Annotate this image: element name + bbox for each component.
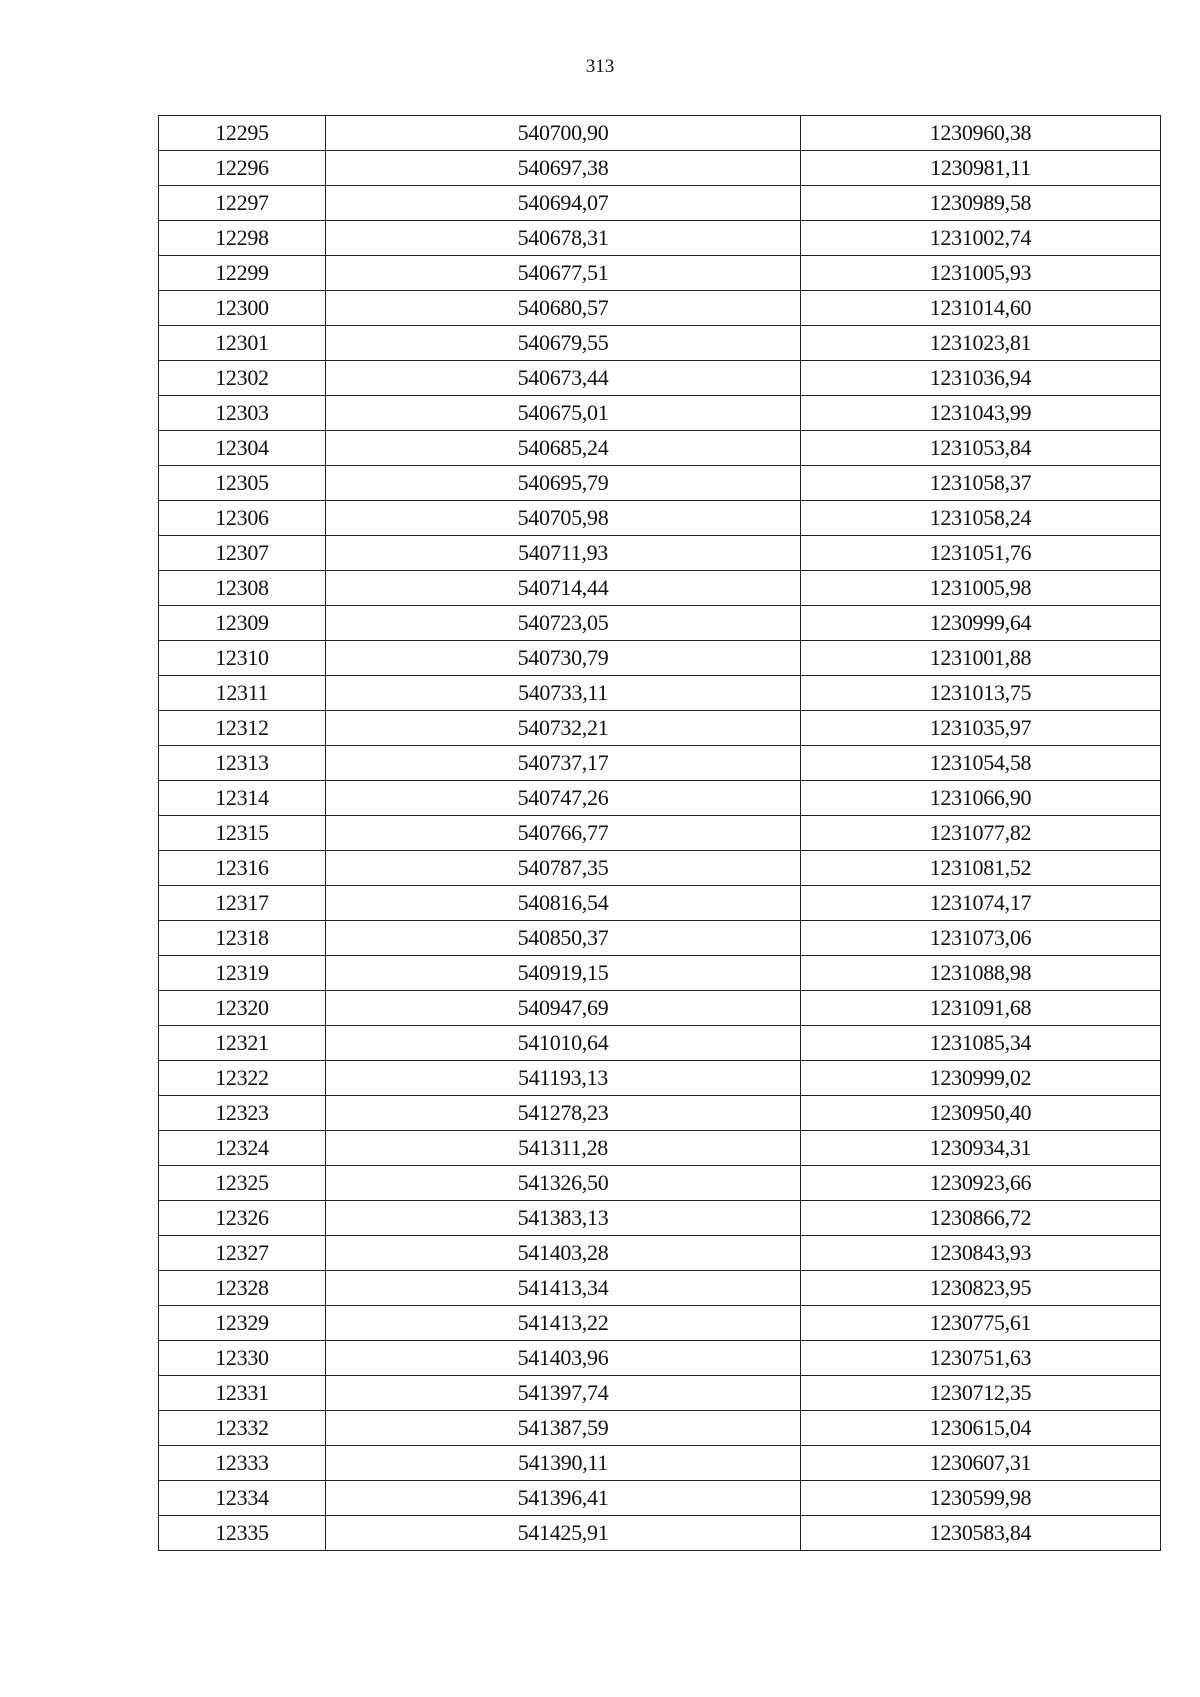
x-coordinate-cell: 540723,05 <box>326 606 801 641</box>
y-coordinate-cell: 1231023,81 <box>801 326 1161 361</box>
x-coordinate-cell: 540679,55 <box>326 326 801 361</box>
table-row <box>159 886 1161 921</box>
y-coordinate-cell: 1231073,06 <box>801 921 1161 956</box>
table-row <box>159 326 1161 361</box>
x-coordinate-cell: 540697,38 <box>326 151 801 186</box>
point-number-cell: 12322 <box>159 1061 326 1096</box>
y-coordinate-cell: 1231085,34 <box>801 1026 1161 1061</box>
table-row <box>159 1341 1161 1376</box>
y-coordinate-cell: 1231014,60 <box>801 291 1161 326</box>
x-coordinate-cell: 540673,44 <box>326 361 801 396</box>
table-row <box>159 1131 1161 1166</box>
y-coordinate-cell: 1231005,98 <box>801 571 1161 606</box>
y-coordinate-cell: 1230923,66 <box>801 1166 1161 1201</box>
table-row <box>159 186 1161 221</box>
point-number-cell: 12301 <box>159 326 326 361</box>
x-coordinate-cell: 540919,15 <box>326 956 801 991</box>
point-number-cell: 12319 <box>159 956 326 991</box>
x-coordinate-cell: 540816,54 <box>326 886 801 921</box>
point-number-cell: 12324 <box>159 1131 326 1166</box>
table-row <box>159 746 1161 781</box>
table-row <box>159 816 1161 851</box>
point-number-cell: 12305 <box>159 466 326 501</box>
x-coordinate-cell: 541278,23 <box>326 1096 801 1131</box>
point-number-cell: 12303 <box>159 396 326 431</box>
point-number-cell: 12321 <box>159 1026 326 1061</box>
x-coordinate-cell: 540711,93 <box>326 536 801 571</box>
point-number-cell: 12306 <box>159 501 326 536</box>
y-coordinate-cell: 1231002,74 <box>801 221 1161 256</box>
point-number-cell: 12316 <box>159 851 326 886</box>
point-number-cell: 12328 <box>159 1271 326 1306</box>
table-row <box>159 536 1161 571</box>
table-row <box>159 361 1161 396</box>
x-coordinate-cell: 541193,13 <box>326 1061 801 1096</box>
y-coordinate-cell: 1231081,52 <box>801 851 1161 886</box>
table-row <box>159 221 1161 256</box>
y-coordinate-cell: 1231005,93 <box>801 256 1161 291</box>
x-coordinate-cell: 540730,79 <box>326 641 801 676</box>
table-row <box>159 1516 1161 1551</box>
x-coordinate-cell: 541010,64 <box>326 1026 801 1061</box>
point-number-cell: 12309 <box>159 606 326 641</box>
table-row <box>159 1376 1161 1411</box>
y-coordinate-cell: 1230981,11 <box>801 151 1161 186</box>
y-coordinate-cell: 1230999,64 <box>801 606 1161 641</box>
point-number-cell: 12302 <box>159 361 326 396</box>
y-coordinate-cell: 1230775,61 <box>801 1306 1161 1341</box>
table-row <box>159 1166 1161 1201</box>
point-number-cell: 12333 <box>159 1446 326 1481</box>
table-row <box>159 956 1161 991</box>
x-coordinate-cell: 540700,90 <box>326 116 801 151</box>
y-coordinate-cell: 1231091,68 <box>801 991 1161 1026</box>
table-row <box>159 711 1161 746</box>
point-number-cell: 12331 <box>159 1376 326 1411</box>
point-number-cell: 12334 <box>159 1481 326 1516</box>
table-row <box>159 431 1161 466</box>
table-row <box>159 571 1161 606</box>
point-number-cell: 12330 <box>159 1341 326 1376</box>
table-row <box>159 991 1161 1026</box>
y-coordinate-cell: 1230934,31 <box>801 1131 1161 1166</box>
point-number-cell: 12329 <box>159 1306 326 1341</box>
x-coordinate-cell: 541396,41 <box>326 1481 801 1516</box>
y-coordinate-cell: 1231001,88 <box>801 641 1161 676</box>
coordinates-table <box>158 115 1161 1551</box>
x-coordinate-cell: 541403,96 <box>326 1341 801 1376</box>
y-coordinate-cell: 1230599,98 <box>801 1481 1161 1516</box>
y-coordinate-cell: 1230950,40 <box>801 1096 1161 1131</box>
y-coordinate-cell: 1230615,04 <box>801 1411 1161 1446</box>
y-coordinate-cell: 1230712,35 <box>801 1376 1161 1411</box>
y-coordinate-cell: 1231088,98 <box>801 956 1161 991</box>
x-coordinate-cell: 541403,28 <box>326 1236 801 1271</box>
x-coordinate-cell: 540850,37 <box>326 921 801 956</box>
table-row <box>159 291 1161 326</box>
x-coordinate-cell: 540685,24 <box>326 431 801 466</box>
point-number-cell: 12325 <box>159 1166 326 1201</box>
y-coordinate-cell: 1230866,72 <box>801 1201 1161 1236</box>
x-coordinate-cell: 540947,69 <box>326 991 801 1026</box>
point-number-cell: 12310 <box>159 641 326 676</box>
y-coordinate-cell: 1231058,37 <box>801 466 1161 501</box>
point-number-cell: 12313 <box>159 746 326 781</box>
y-coordinate-cell: 1230583,84 <box>801 1516 1161 1551</box>
table-row <box>159 1201 1161 1236</box>
y-coordinate-cell: 1231066,90 <box>801 781 1161 816</box>
x-coordinate-cell: 541397,74 <box>326 1376 801 1411</box>
x-coordinate-cell: 540714,44 <box>326 571 801 606</box>
x-coordinate-cell: 541413,34 <box>326 1271 801 1306</box>
point-number-cell: 12296 <box>159 151 326 186</box>
table-row <box>159 1061 1161 1096</box>
point-number-cell: 12326 <box>159 1201 326 1236</box>
table-row <box>159 116 1161 151</box>
x-coordinate-cell: 541413,22 <box>326 1306 801 1341</box>
point-number-cell: 12297 <box>159 186 326 221</box>
point-number-cell: 12308 <box>159 571 326 606</box>
x-coordinate-cell: 540675,01 <box>326 396 801 431</box>
y-coordinate-cell: 1230999,02 <box>801 1061 1161 1096</box>
y-coordinate-cell: 1231043,99 <box>801 396 1161 431</box>
y-coordinate-cell: 1230607,31 <box>801 1446 1161 1481</box>
point-number-cell: 12332 <box>159 1411 326 1446</box>
y-coordinate-cell: 1231051,76 <box>801 536 1161 571</box>
x-coordinate-cell: 540732,21 <box>326 711 801 746</box>
table-row <box>159 396 1161 431</box>
table-row <box>159 606 1161 641</box>
x-coordinate-cell: 540766,77 <box>326 816 801 851</box>
point-number-cell: 12327 <box>159 1236 326 1271</box>
x-coordinate-cell: 540787,35 <box>326 851 801 886</box>
y-coordinate-cell: 1230751,63 <box>801 1341 1161 1376</box>
y-coordinate-cell: 1231013,75 <box>801 676 1161 711</box>
table-row <box>159 1306 1161 1341</box>
page-number: 313 <box>585 56 615 77</box>
point-number-cell: 12299 <box>159 256 326 291</box>
table-row <box>159 781 1161 816</box>
y-coordinate-cell: 1230989,58 <box>801 186 1161 221</box>
x-coordinate-cell: 540680,57 <box>326 291 801 326</box>
point-number-cell: 12311 <box>159 676 326 711</box>
x-coordinate-cell: 540733,11 <box>326 676 801 711</box>
y-coordinate-cell: 1231036,94 <box>801 361 1161 396</box>
table-row <box>159 676 1161 711</box>
point-number-cell: 12315 <box>159 816 326 851</box>
table-row <box>159 1236 1161 1271</box>
x-coordinate-cell: 541425,91 <box>326 1516 801 1551</box>
table-row <box>159 256 1161 291</box>
table-row <box>159 466 1161 501</box>
point-number-cell: 12317 <box>159 886 326 921</box>
table-row <box>159 921 1161 956</box>
x-coordinate-cell: 540695,79 <box>326 466 801 501</box>
x-coordinate-cell: 540737,17 <box>326 746 801 781</box>
y-coordinate-cell: 1231053,84 <box>801 431 1161 466</box>
y-coordinate-cell: 1231058,24 <box>801 501 1161 536</box>
y-coordinate-cell: 1230843,93 <box>801 1236 1161 1271</box>
point-number-cell: 12320 <box>159 991 326 1026</box>
x-coordinate-cell: 541326,50 <box>326 1166 801 1201</box>
x-coordinate-cell: 540694,07 <box>326 186 801 221</box>
x-coordinate-cell: 541387,59 <box>326 1411 801 1446</box>
y-coordinate-cell: 1231077,82 <box>801 816 1161 851</box>
y-coordinate-cell: 1230960,38 <box>801 116 1161 151</box>
x-coordinate-cell: 541390,11 <box>326 1446 801 1481</box>
y-coordinate-cell: 1231074,17 <box>801 886 1161 921</box>
table-body <box>159 116 1161 1551</box>
point-number-cell: 12307 <box>159 536 326 571</box>
x-coordinate-cell: 541311,28 <box>326 1131 801 1166</box>
table-row <box>159 1481 1161 1516</box>
point-number-cell: 12312 <box>159 711 326 746</box>
x-coordinate-cell: 541383,13 <box>326 1201 801 1236</box>
point-number-cell: 12314 <box>159 781 326 816</box>
x-coordinate-cell: 540677,51 <box>326 256 801 291</box>
x-coordinate-cell: 540705,98 <box>326 501 801 536</box>
table-row <box>159 1026 1161 1061</box>
table-row <box>159 1096 1161 1131</box>
table-row <box>159 151 1161 186</box>
point-number-cell: 12335 <box>159 1516 326 1551</box>
point-number-cell: 12298 <box>159 221 326 256</box>
x-coordinate-cell: 540747,26 <box>326 781 801 816</box>
point-number-cell: 12304 <box>159 431 326 466</box>
point-number-cell: 12300 <box>159 291 326 326</box>
y-coordinate-cell: 1230823,95 <box>801 1271 1161 1306</box>
y-coordinate-cell: 1231035,97 <box>801 711 1161 746</box>
table-row <box>159 851 1161 886</box>
table-row <box>159 501 1161 536</box>
point-number-cell: 12295 <box>159 116 326 151</box>
point-number-cell: 12318 <box>159 921 326 956</box>
y-coordinate-cell: 1231054,58 <box>801 746 1161 781</box>
x-coordinate-cell: 540678,31 <box>326 221 801 256</box>
point-number-cell: 12323 <box>159 1096 326 1131</box>
table-row <box>159 1411 1161 1446</box>
table-row <box>159 1446 1161 1481</box>
table-row <box>159 641 1161 676</box>
table-row <box>159 1271 1161 1306</box>
